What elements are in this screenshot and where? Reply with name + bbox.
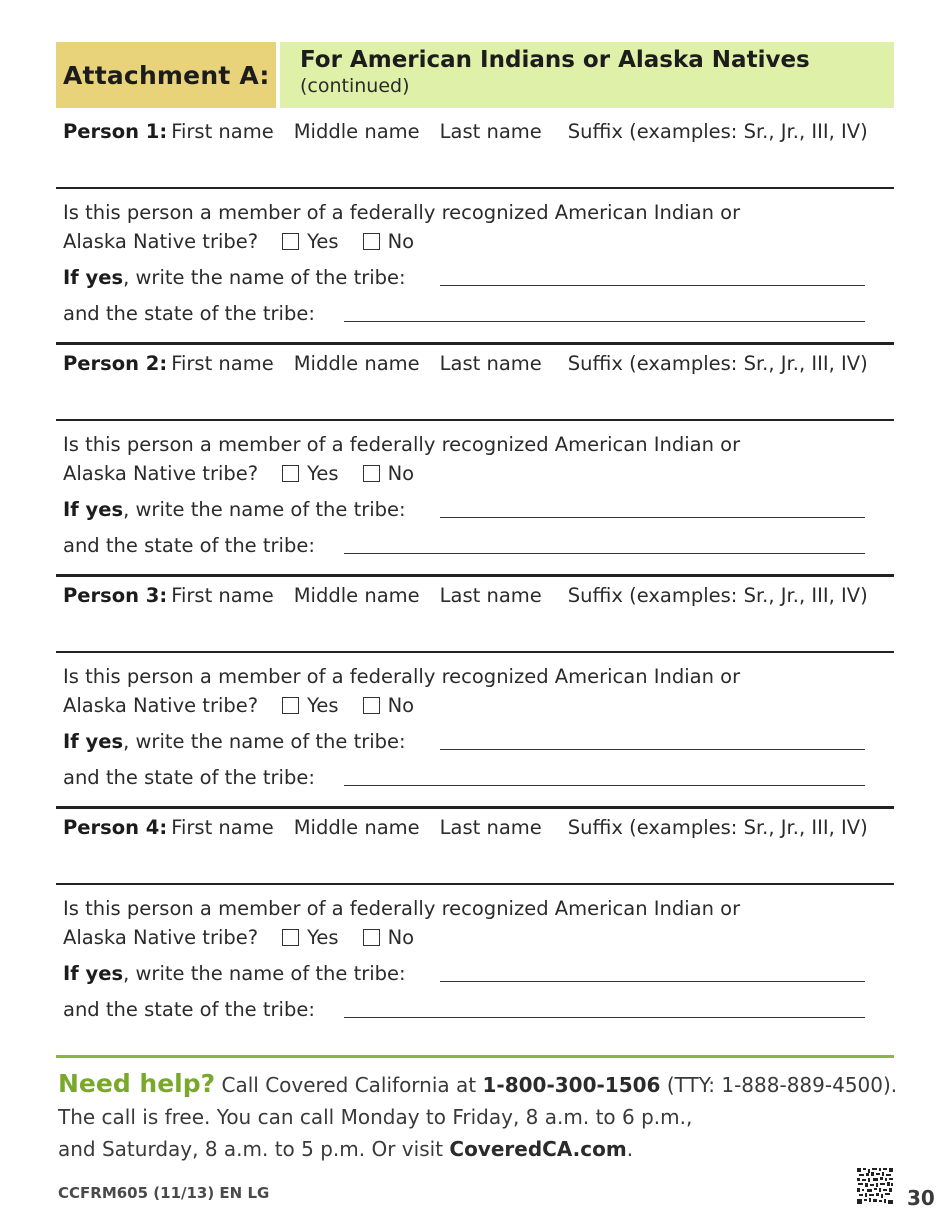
attachment-title: For American Indians or Alaska Natives [300, 47, 810, 73]
help-divider [56, 1055, 894, 1058]
tribe-name-label: If yes, write the name of the tribe: [63, 730, 406, 753]
qr-code-icon [856, 1167, 894, 1205]
person-label: Person 3: [63, 584, 168, 607]
attachment-tag: Attachment A: [56, 42, 276, 108]
person-4-section [56, 808, 894, 1040]
tribe-question: Is this person a member of a federally recognized American Indian or [63, 201, 741, 224]
yes-checkbox[interactable]: Yes [282, 459, 338, 488]
help-phone[interactable]: 1-800-300-1506 [482, 1073, 661, 1097]
person-2-section [56, 344, 894, 576]
attachment-header [56, 42, 894, 108]
tribe-state-label: and the state of the tribe: [63, 998, 315, 1021]
section-divider [56, 806, 894, 809]
attachment-subtitle: (continued) [300, 75, 410, 97]
name-entry-line[interactable] [56, 883, 894, 885]
tribe-name-field[interactable] [440, 981, 865, 982]
person-name-row: Person 1: First name Middle name Last name Suffix (examples: Sr., Jr., III, IV) [63, 120, 868, 143]
person-name-row: Person 4: First name Middle name Last name Suffix (examples: Sr., Jr., III, IV) [63, 816, 868, 839]
section-divider [56, 574, 894, 577]
name-entry-line[interactable] [56, 187, 894, 189]
attachment-title-box [280, 42, 894, 108]
website-link[interactable]: CoveredCA.com [449, 1137, 627, 1161]
tribe-state-field[interactable] [344, 1017, 865, 1018]
form-code: CCFRM605 (11/13) EN LG [58, 1184, 270, 1202]
tribe-question-line2: Alaska Native tribe? Yes No [63, 227, 414, 256]
tribe-question: Is this person a member of a federally recognized American Indian or [63, 665, 741, 688]
tribe-state-field[interactable] [344, 553, 865, 554]
person-3-section [56, 576, 894, 808]
page-number: 30 [907, 1186, 935, 1210]
section-divider [56, 342, 894, 345]
person-label: Person 1: [63, 120, 168, 143]
tribe-name-label: If yes, write the name of the tribe: [63, 962, 406, 985]
tribe-question: Is this person a member of a federally recognized American Indian or [63, 433, 741, 456]
help-section: Need help? Call Covered California at 1-800-300-1506 (TTY: 1-888-889-4500). The call is free. You can call Monday to Friday, 8 a.m. to 6 p.m., and Saturday, 8 a.m. to 5 p.m. Or visit CoveredCA.com. [58, 1069, 898, 1161]
no-checkbox[interactable]: No [363, 923, 415, 952]
tribe-name-field[interactable] [440, 285, 865, 286]
tribe-state-label: and the state of the tribe: [63, 302, 315, 325]
tribe-name-label: If yes, write the name of the tribe: [63, 498, 406, 521]
no-checkbox[interactable]: No [363, 227, 415, 256]
person-name-row: Person 3: First name Middle name Last name Suffix (examples: Sr., Jr., III, IV) [63, 584, 868, 607]
yes-checkbox[interactable]: Yes [282, 923, 338, 952]
tribe-question-line2: Alaska Native tribe? Yes No [63, 459, 414, 488]
name-entry-line[interactable] [56, 651, 894, 653]
name-entry-line[interactable] [56, 419, 894, 421]
person-label: Person 4: [63, 816, 168, 839]
person-name-row: Person 2: First name Middle name Last name Suffix (examples: Sr., Jr., III, IV) [63, 352, 868, 375]
no-checkbox[interactable]: No [363, 459, 415, 488]
tribe-name-label: If yes, write the name of the tribe: [63, 266, 406, 289]
tribe-name-field[interactable] [440, 517, 865, 518]
tribe-question-line2: Alaska Native tribe? Yes No [63, 691, 414, 720]
tribe-state-field[interactable] [344, 321, 865, 322]
tribe-question: Is this person a member of a federally recognized American Indian or [63, 897, 741, 920]
person-1-section [56, 112, 894, 344]
yes-checkbox[interactable]: Yes [282, 227, 338, 256]
tribe-name-field[interactable] [440, 749, 865, 750]
tribe-state-field[interactable] [344, 785, 865, 786]
tribe-state-label: and the state of the tribe: [63, 766, 315, 789]
no-checkbox[interactable]: No [363, 691, 415, 720]
person-label: Person 2: [63, 352, 168, 375]
tribe-question-line2: Alaska Native tribe? Yes No [63, 923, 414, 952]
need-help-heading: Need help? [58, 1069, 216, 1098]
yes-checkbox[interactable]: Yes [282, 691, 338, 720]
tribe-state-label: and the state of the tribe: [63, 534, 315, 557]
